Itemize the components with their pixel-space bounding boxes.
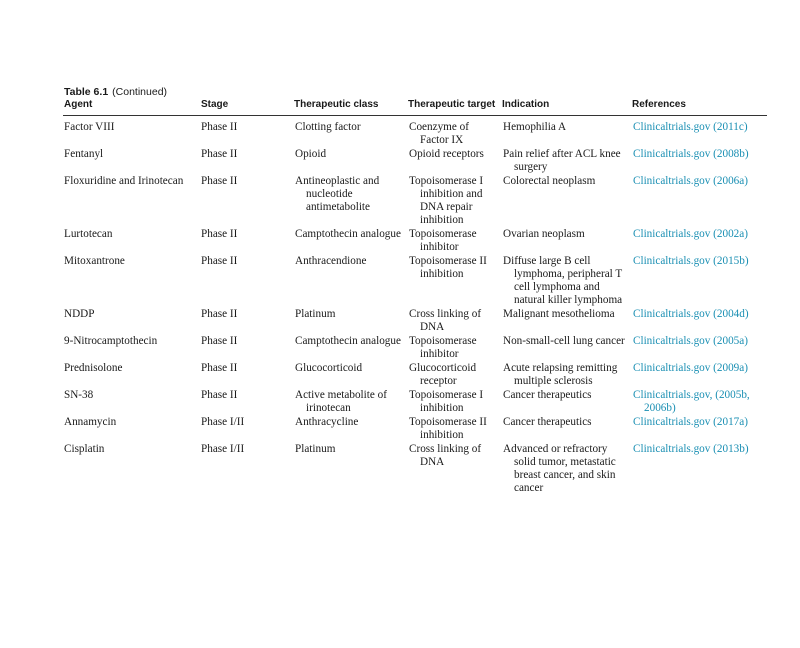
cell-stage-text: Phase II <box>201 388 238 401</box>
table-row <box>63 228 767 255</box>
cell-stage-text: Phase II <box>201 120 238 133</box>
cell-reference[interactable] <box>631 416 767 443</box>
cell-reference-text[interactable]: Clinicaltrials.gov, (2005b, 2006b) <box>633 388 750 414</box>
cell-agent <box>63 443 200 496</box>
cell-therapeutic-class-text: Anthracendione <box>295 254 367 267</box>
cell-reference[interactable] <box>631 228 767 255</box>
cell-stage-text: Phase II <box>201 227 238 240</box>
cell-therapeutic-class-text: Opioid <box>295 147 327 160</box>
cell-agent <box>63 148 200 175</box>
cell-stage <box>200 443 293 496</box>
table-row <box>63 335 767 362</box>
cell-reference-text[interactable]: Clinicaltrials.gov (2017a) <box>633 415 748 428</box>
cell-therapeutic-class <box>293 148 407 175</box>
table-row <box>63 362 767 389</box>
cell-therapeutic-target-text: Topoisomerase II inhibition <box>409 415 487 441</box>
header-agent: Agent <box>63 99 200 115</box>
cell-therapeutic-target-text: Cross linking of DNA <box>409 307 482 333</box>
table-row <box>63 175 767 228</box>
cell-reference-text[interactable]: Clinicaltrials.gov (2005a) <box>633 334 748 347</box>
cell-reference[interactable] <box>631 335 767 362</box>
cell-indication <box>501 175 631 228</box>
cell-therapeutic-class <box>293 115 407 148</box>
cell-stage-text: Phase II <box>201 147 238 160</box>
cell-therapeutic-target-text: Topoisomerase II inhibition <box>409 254 487 280</box>
cell-therapeutic-class-text: Camptothecin analogue <box>295 334 401 347</box>
table-caption <box>64 86 167 98</box>
header-references: References <box>631 99 767 115</box>
cell-agent-text: Cisplatin <box>64 442 105 455</box>
cell-therapeutic-class-text: Active metabolite of irinotecan <box>295 388 387 414</box>
table-body <box>63 115 767 496</box>
cell-reference[interactable] <box>631 115 767 148</box>
table-row <box>63 389 767 416</box>
header-stage: Stage <box>200 99 293 115</box>
cell-therapeutic-target <box>407 175 501 228</box>
table-header-row <box>63 99 767 115</box>
cell-stage <box>200 389 293 416</box>
header-therapeutic-class: Therapeutic class <box>293 99 407 115</box>
cell-reference-text[interactable]: Clinicaltrials.gov (2008b) <box>633 147 749 160</box>
table-row <box>63 148 767 175</box>
cell-agent-text: Prednisolone <box>64 361 123 374</box>
cell-therapeutic-target-text: Topoisomerase inhibitor <box>409 227 477 253</box>
cell-therapeutic-class <box>293 362 407 389</box>
cell-reference[interactable] <box>631 443 767 496</box>
cell-therapeutic-class <box>293 443 407 496</box>
cell-reference[interactable] <box>631 148 767 175</box>
cell-indication-text: Diffuse large B cell lymphoma, peripheral T cell lymphoma and natural killer lymphoma <box>503 254 623 306</box>
cell-stage-text: Phase II <box>201 174 238 187</box>
cell-stage-text: Phase II <box>201 334 238 347</box>
cell-therapeutic-target-text: Cross linking of DNA <box>409 442 482 468</box>
cell-agent <box>63 255 200 308</box>
table-continued-note: (Continued) <box>112 86 168 98</box>
cell-therapeutic-class-text: Anthracycline <box>295 415 359 428</box>
cell-indication-text: Colorectal neoplasm <box>503 174 596 187</box>
table-row <box>63 115 767 148</box>
cell-agent-text: Mitoxantrone <box>64 254 125 267</box>
cell-therapeutic-target <box>407 389 501 416</box>
cell-therapeutic-class-text: Clotting factor <box>295 120 361 133</box>
cell-indication-text: Ovarian neoplasm <box>503 227 585 240</box>
cell-therapeutic-target <box>407 443 501 496</box>
cell-stage <box>200 416 293 443</box>
cell-indication-text: Acute relapsing remitting multiple sclerosis <box>503 361 618 387</box>
drug-table <box>63 99 767 496</box>
cell-indication <box>501 148 631 175</box>
cell-indication-text: Advanced or refractory solid tumor, metastatic breast cancer, and skin cancer <box>503 442 616 494</box>
cell-stage <box>200 362 293 389</box>
cell-agent <box>63 362 200 389</box>
cell-therapeutic-target <box>407 148 501 175</box>
cell-agent <box>63 416 200 443</box>
cell-therapeutic-class-text: Camptothecin analogue <box>295 227 401 240</box>
cell-indication <box>501 308 631 335</box>
cell-therapeutic-class <box>293 389 407 416</box>
cell-indication <box>501 115 631 148</box>
cell-therapeutic-target-text: Opioid receptors <box>409 147 484 160</box>
cell-agent <box>63 115 200 148</box>
cell-stage-text: Phase I/II <box>201 415 245 428</box>
header-indication: Indication <box>501 99 631 115</box>
cell-therapeutic-target-text: Coenzyme of Factor IX <box>409 120 469 146</box>
cell-agent <box>63 335 200 362</box>
cell-reference-text[interactable]: Clinicaltrials.gov (2002a) <box>633 227 748 240</box>
cell-therapeutic-target-text: Topoisomerase inhibitor <box>409 334 477 360</box>
table-number: Table 6.1 <box>64 86 109 98</box>
cell-indication <box>501 362 631 389</box>
cell-therapeutic-target <box>407 362 501 389</box>
cell-reference[interactable] <box>631 175 767 228</box>
cell-indication <box>501 228 631 255</box>
cell-agent-text: Floxuridine and Irinotecan <box>64 174 184 187</box>
cell-indication-text: Cancer therapeutics <box>503 415 592 428</box>
cell-therapeutic-class-text: Glucocorticoid <box>295 361 363 374</box>
cell-indication <box>501 255 631 308</box>
cell-stage-text: Phase II <box>201 254 238 267</box>
cell-stage-text: Phase II <box>201 361 238 374</box>
cell-stage <box>200 255 293 308</box>
table-row <box>63 308 767 335</box>
cell-therapeutic-target <box>407 228 501 255</box>
cell-therapeutic-class-text: Platinum <box>295 307 336 320</box>
cell-reference-text[interactable]: Clinicaltrials.gov (2011c) <box>633 120 748 133</box>
cell-stage <box>200 148 293 175</box>
cell-therapeutic-target <box>407 308 501 335</box>
cell-therapeutic-target <box>407 115 501 148</box>
cell-agent-text: Fentanyl <box>64 147 104 160</box>
cell-stage <box>200 335 293 362</box>
cell-agent-text: Annamycin <box>64 415 117 428</box>
cell-indication-text: Hemophilia A <box>503 120 567 133</box>
cell-agent-text: Lurtotecan <box>64 227 113 240</box>
cell-agent <box>63 389 200 416</box>
cell-stage <box>200 228 293 255</box>
cell-indication-text: Pain relief after ACL knee surgery <box>503 147 621 173</box>
cell-indication <box>501 443 631 496</box>
cell-therapeutic-target <box>407 416 501 443</box>
cell-therapeutic-class <box>293 255 407 308</box>
cell-therapeutic-class <box>293 228 407 255</box>
cell-stage-text: Phase II <box>201 307 238 320</box>
cell-indication-text: Malignant mesothelioma <box>503 307 615 320</box>
cell-agent-text: Factor VIII <box>64 120 115 133</box>
cell-therapeutic-target-text: Topoisomerase I inhibition <box>409 388 484 414</box>
cell-reference-text[interactable]: Clinicaltrials.gov (2013b) <box>633 442 749 455</box>
cell-therapeutic-class-text: Antineoplastic and nucleotide antimetabolite <box>295 174 380 213</box>
cell-stage <box>200 115 293 148</box>
cell-therapeutic-target <box>407 335 501 362</box>
cell-indication-text: Non-small-cell lung cancer <box>503 334 625 347</box>
cell-reference-text[interactable]: Clinicaltrials.gov (2009a) <box>633 361 748 374</box>
table-row <box>63 255 767 308</box>
cell-reference-text[interactable]: Clinicaltrials.gov (2004d) <box>633 307 749 320</box>
cell-indication <box>501 416 631 443</box>
cell-therapeutic-class <box>293 175 407 228</box>
cell-indication-text: Cancer therapeutics <box>503 388 592 401</box>
cell-indication <box>501 389 631 416</box>
cell-reference-text[interactable]: Clinicaltrials.gov (2015b) <box>633 254 749 267</box>
cell-agent <box>63 175 200 228</box>
cell-therapeutic-class <box>293 308 407 335</box>
cell-agent <box>63 228 200 255</box>
cell-reference[interactable] <box>631 308 767 335</box>
table-row <box>63 416 767 443</box>
cell-therapeutic-target-text: Glucocorticoid receptor <box>409 361 477 387</box>
cell-agent-text: SN-38 <box>64 388 94 401</box>
cell-reference-text[interactable]: Clinicaltrials.gov (2006a) <box>633 174 748 187</box>
cell-agent-text: NDDP <box>64 307 95 320</box>
cell-therapeutic-class <box>293 335 407 362</box>
cell-indication <box>501 335 631 362</box>
cell-therapeutic-target-text: Topoisomerase I inhibition and DNA repair inhibition <box>409 174 484 226</box>
table-row <box>63 443 767 496</box>
cell-therapeutic-class <box>293 416 407 443</box>
cell-reference[interactable] <box>631 389 767 416</box>
cell-therapeutic-target <box>407 255 501 308</box>
cell-therapeutic-class-text: Platinum <box>295 442 336 455</box>
cell-reference[interactable] <box>631 362 767 389</box>
cell-agent <box>63 308 200 335</box>
cell-agent-text: 9-Nitrocamptothecin <box>64 334 158 347</box>
header-therapeutic-target: Therapeutic target <box>407 99 501 115</box>
cell-stage <box>200 175 293 228</box>
cell-stage <box>200 308 293 335</box>
cell-stage-text: Phase I/II <box>201 442 245 455</box>
cell-reference[interactable] <box>631 255 767 308</box>
